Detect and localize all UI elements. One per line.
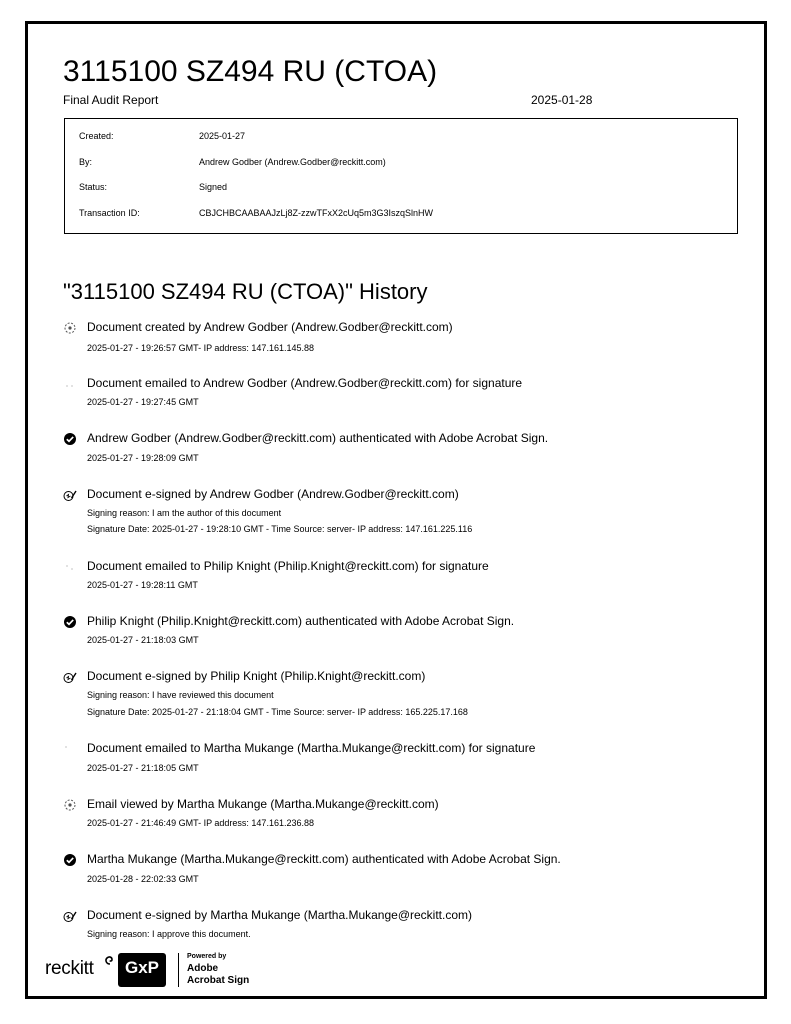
summary-box (64, 118, 738, 234)
pen-sign-icon (63, 670, 77, 684)
event-title: Document e-signed by Philip Knight (Philip.Knight@reckitt.com) (87, 669, 426, 683)
event-detail: 2025-01-27 - 19:28:09 GMT (87, 453, 199, 463)
event-title: Document e-signed by Andrew Godber (Andrew.Godber@reckitt.com) (87, 487, 459, 501)
event-title: Martha Mukange (Martha.Mukange@reckitt.com) authenticated with Adobe Acrobat Sign. (87, 852, 561, 866)
summary-label: By: (79, 157, 93, 167)
eye-icon (63, 321, 77, 335)
event-detail: 2025-01-28 - 22:02:33 GMT (87, 874, 199, 884)
pen-sign-icon (63, 909, 77, 923)
event-detail: 2025-01-27 - 19:28:11 GMT (87, 580, 198, 590)
summary-label: Transaction ID: (79, 208, 140, 218)
event-title: Document emailed to Andrew Godber (Andrew.Godber@reckitt.com) for signature (87, 376, 523, 390)
event-detail: 2025-01-27 - 21:18:03 GMT (87, 635, 199, 645)
pen-sign-icon (63, 488, 77, 502)
gxp-certified-strip (121, 975, 163, 981)
email-icon (63, 560, 77, 574)
event-detail: Signature Date: 2025-01-27 - 19:28:10 GMT - Time Source: server- IP address: 147.161.225.116 (87, 524, 473, 534)
check-circle-icon (63, 615, 77, 629)
summary-value: CBJCHBCAABAAJzLj8Z-zzwTFxX2cUq5m3G3IszqSlnHW (199, 208, 434, 218)
gxp-logo: GxP (118, 953, 166, 987)
report-date: 2025-01-28 (531, 93, 593, 107)
summary-value: Signed (199, 182, 228, 192)
event-title: Email viewed by Martha Mukange (Martha.Mukange@reckitt.com) (87, 797, 439, 811)
footer-logos (45, 950, 305, 990)
event-title: Document emailed to Martha Mukange (Martha.Mukange@reckitt.com) for signature (87, 741, 536, 755)
event-title: Document e-signed by Martha Mukange (Martha.Mukange@reckitt.com) (87, 908, 473, 922)
eye-icon (63, 798, 77, 812)
report-label: Final Audit Report (63, 93, 159, 107)
acrobat-sign-label: Acrobat Sign (187, 975, 250, 986)
history-heading: "3115100 SZ494 RU (CTOA)" History (63, 279, 428, 304)
email-icon (63, 377, 77, 391)
check-circle-icon (63, 432, 77, 446)
event-detail: 2025-01-27 - 21:18:05 GMT (87, 763, 199, 773)
event-detail: 2025-01-27 - 19:27:45 GMT (87, 397, 199, 407)
document-title: 3115100 SZ494 RU (CTOA) (63, 55, 438, 88)
event-title: Document created by Andrew Godber (Andrew.Godber@reckitt.com) (87, 320, 453, 334)
event-detail: Signing reason: I approve this document. (87, 929, 251, 939)
event-detail: 2025-01-27 - 19:26:57 GMT- IP address: 147.161.145.88 (87, 343, 314, 353)
event-detail: Signature Date: 2025-01-27 - 21:18:04 GMT - Time Source: server- IP address: 165.225.17.168 (87, 707, 468, 717)
event-title: Document emailed to Philip Knight (Philip.Knight@reckitt.com) for signature (87, 559, 489, 573)
event-detail: Signing reason: I am the author of this document (87, 508, 282, 518)
check-circle-icon (63, 853, 77, 867)
adobe-label: Adobe (187, 963, 219, 974)
divider (178, 953, 179, 987)
event-detail: Signing reason: I have reviewed this document (87, 690, 274, 700)
event-title: Andrew Godber (Andrew.Godber@reckitt.com) authenticated with Adobe Acrobat Sign. (87, 431, 549, 445)
summary-value: 2025-01-27 (199, 131, 246, 141)
reckitt-swirl-icon (103, 952, 117, 966)
reckitt-logo: reckitt (45, 958, 94, 979)
email-icon (63, 742, 77, 756)
event-title: Philip Knight (Philip.Knight@reckitt.com) authenticated with Adobe Acrobat Sign. (87, 614, 515, 628)
summary-label: Created: (79, 131, 114, 141)
event-detail: 2025-01-27 - 21:46:49 GMT- IP address: 147.161.236.88 (87, 818, 314, 828)
powered-by-label: Powered by (187, 953, 227, 960)
summary-value: Andrew Godber (Andrew.Godber@reckitt.com) (199, 157, 386, 167)
summary-label: Status: (79, 182, 108, 192)
